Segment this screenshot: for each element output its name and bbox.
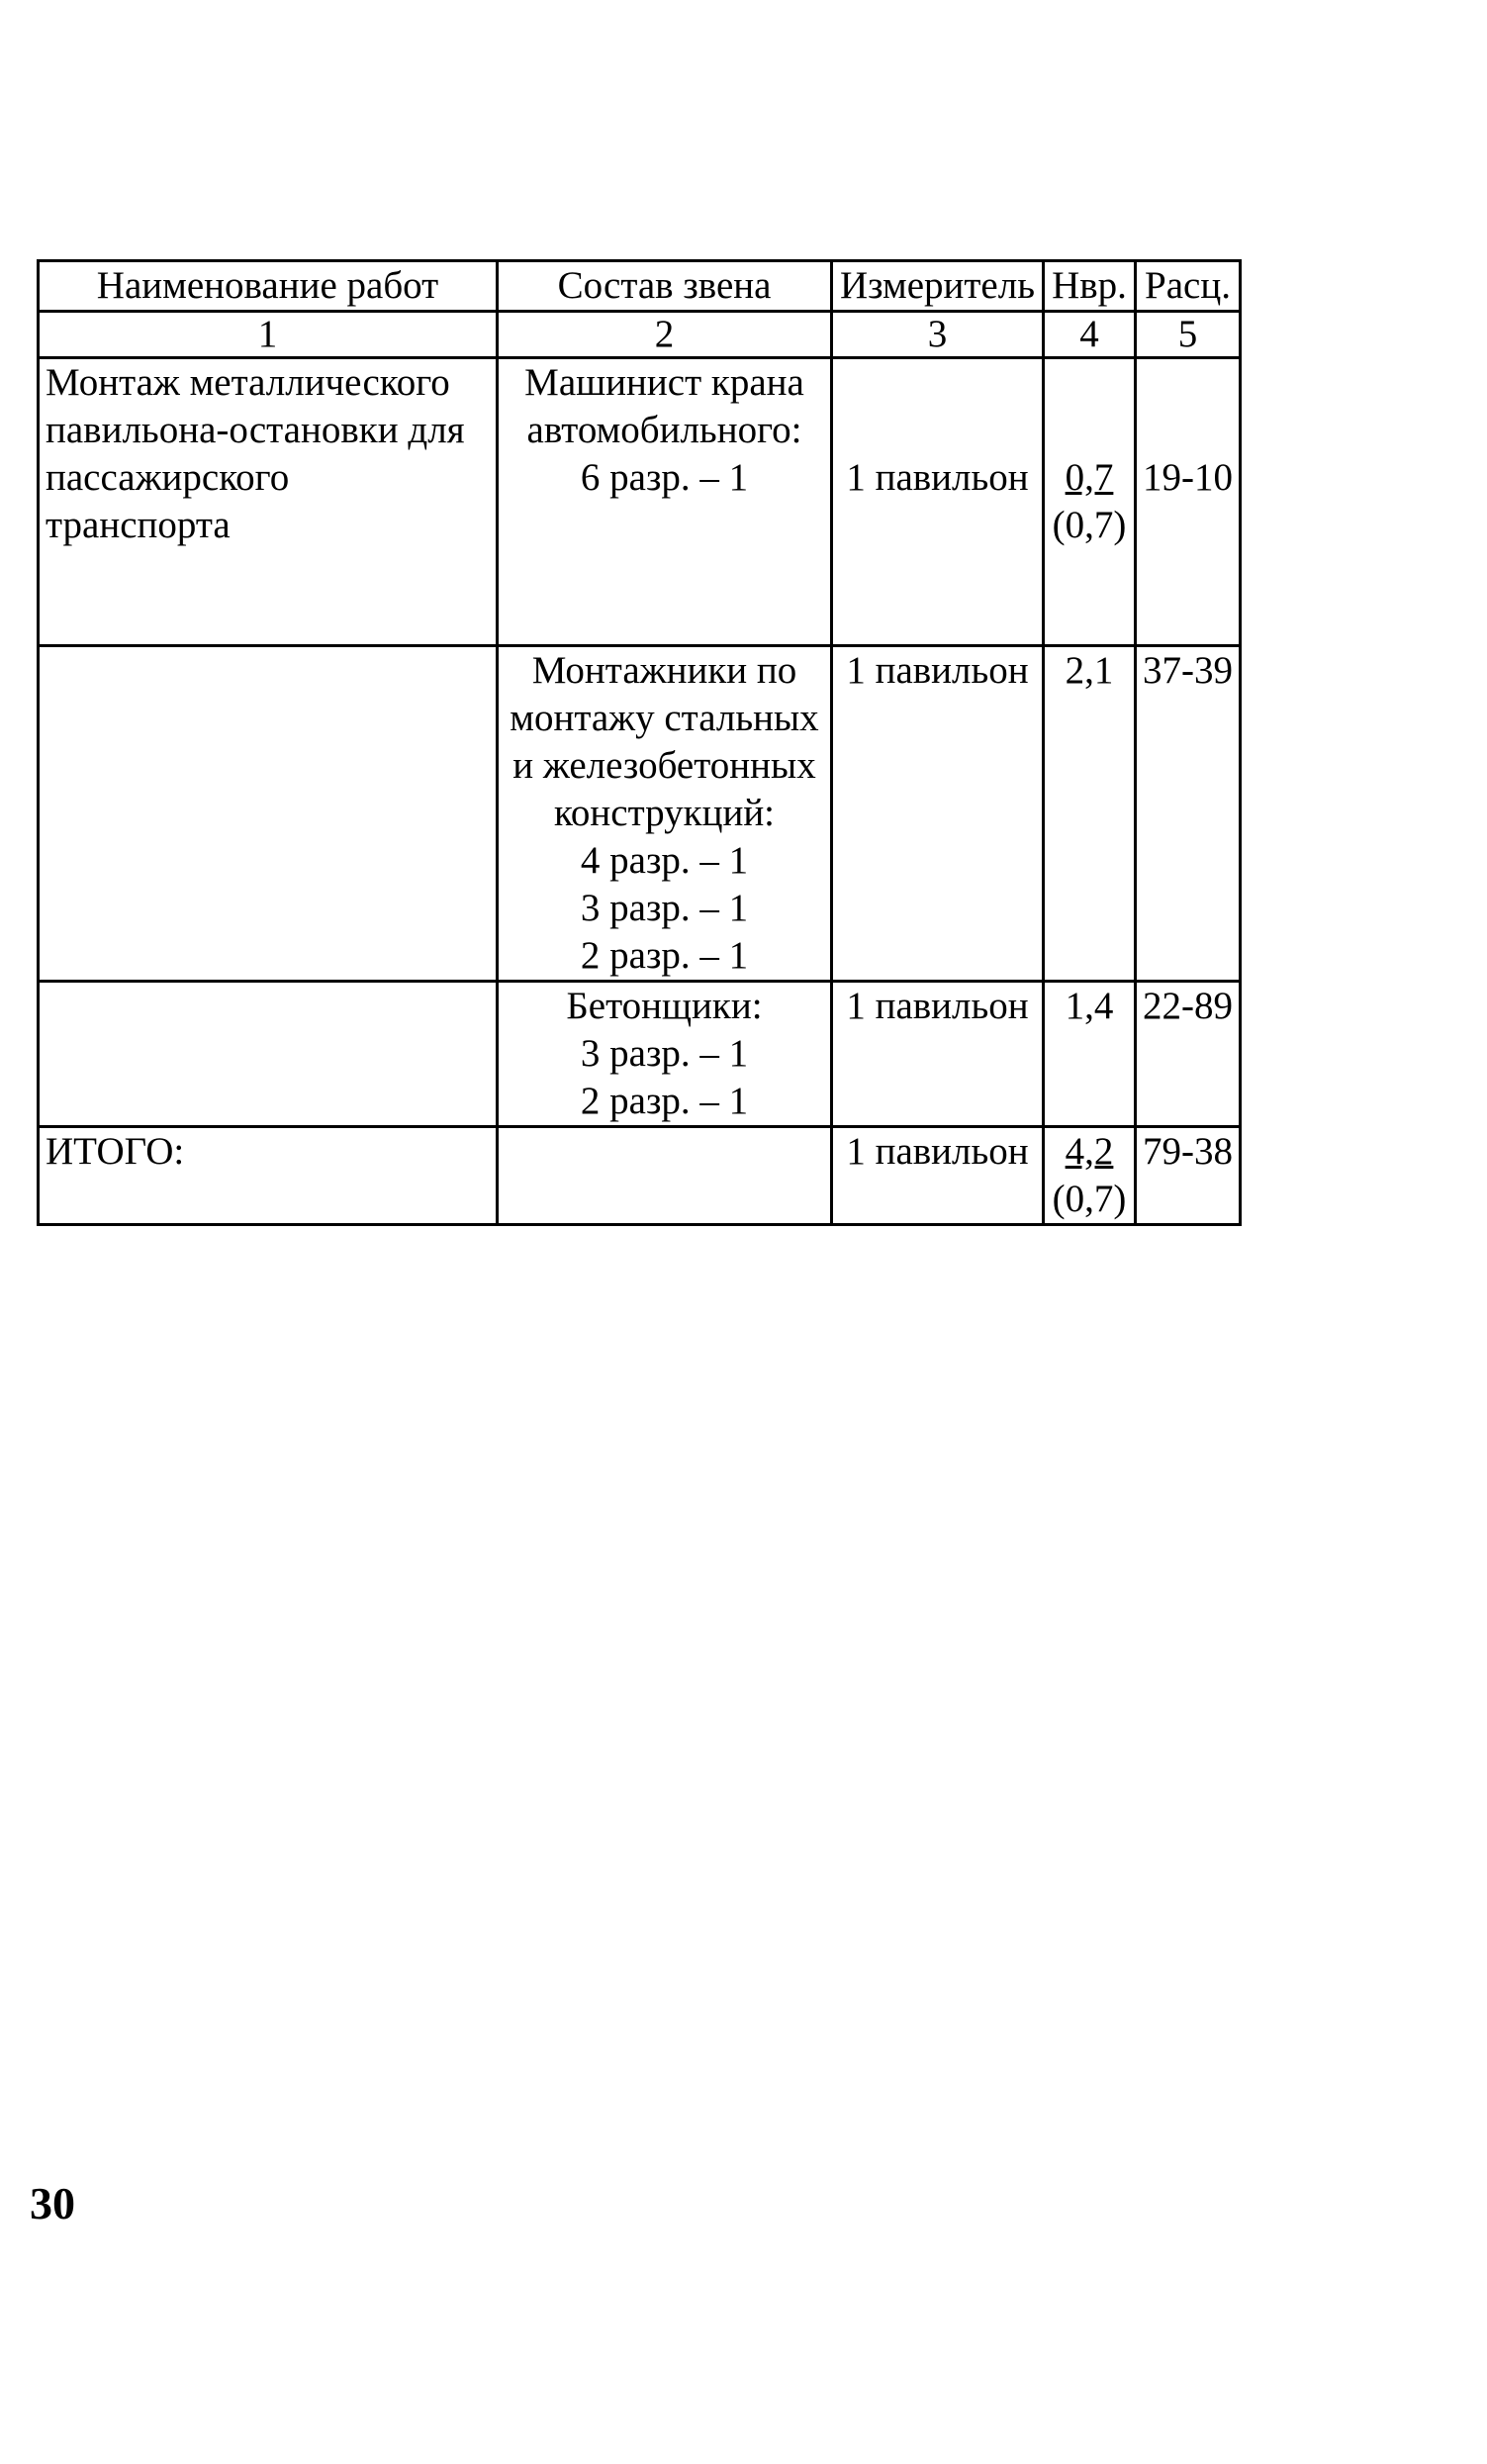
crew-line: Монтажники по (531, 649, 797, 692)
header-unit: Измеритель (832, 261, 1044, 312)
nvr-cell (1044, 1127, 1136, 1225)
norms-table (37, 259, 1242, 1226)
nvr-cell (1044, 358, 1136, 646)
total-row (39, 1127, 1241, 1225)
work-name-line: павильона-остановки для (46, 409, 465, 451)
crew-line: 2 разр. – 1 (580, 1080, 749, 1122)
total-label: ИТОГО: (39, 1127, 498, 1225)
column-number: 5 (1136, 312, 1241, 358)
work-name-cell (39, 646, 498, 982)
work-name-cell (39, 358, 498, 646)
nvr-cell: 2,1 (1044, 646, 1136, 982)
table-header-row (39, 261, 1241, 312)
column-number: 3 (832, 312, 1044, 358)
crew-cell (498, 646, 832, 982)
column-number: 4 (1044, 312, 1136, 358)
crew-line: 4 разр. – 1 (580, 839, 749, 882)
unit-cell: 1 павильон (832, 358, 1044, 646)
nvr-note: (0,7) (1052, 504, 1127, 546)
crew-line: 3 разр. – 1 (580, 887, 749, 929)
nvr-value: 4,2 (1065, 1130, 1114, 1173)
nvr-note: (0,7) (1052, 1178, 1127, 1220)
nvr-cell: 1,4 (1044, 982, 1136, 1127)
table-row (39, 358, 1241, 646)
table-row (39, 646, 1241, 982)
unit-cell: 1 павильон (832, 1127, 1044, 1225)
column-number: 1 (39, 312, 498, 358)
column-number: 2 (498, 312, 832, 358)
column-number-row (39, 312, 1241, 358)
crew-line: конструкций: (553, 792, 776, 834)
crew-line: Бетонщики: (566, 985, 763, 1027)
crew-line: монтажу стальных (510, 697, 819, 739)
header-nvr: Нвр. (1044, 261, 1136, 312)
rate-cell: 37-39 (1136, 646, 1241, 982)
crew-cell (498, 1127, 832, 1225)
rate-cell: 19-10 (1136, 358, 1241, 646)
crew-cell (498, 358, 832, 646)
work-name-line: Монтаж металлического (46, 361, 450, 404)
header-rate: Расц. (1136, 261, 1241, 312)
rate-cell: 22-89 (1136, 982, 1241, 1127)
unit-cell: 1 павильон (832, 982, 1044, 1127)
crew-line: Машинист крана (524, 361, 804, 404)
crew-line: 2 разр. – 1 (580, 934, 749, 977)
crew-cell (498, 982, 832, 1127)
crew-line: автомобильного: (526, 409, 802, 451)
header-work-name: Наименование работ (39, 261, 498, 312)
page-number: 30 (30, 2178, 75, 2228)
work-name-cell (39, 982, 498, 1127)
unit-cell: 1 павильон (832, 646, 1044, 982)
crew-line: 6 разр. – 1 (580, 456, 749, 499)
work-name-line: транспорта (46, 504, 231, 546)
nvr-value: 0,7 (1065, 456, 1114, 499)
table-row (39, 982, 1241, 1127)
rate-cell: 79-38 (1136, 1127, 1241, 1225)
work-name-line: пассажирского (46, 456, 290, 499)
crew-line: и железобетонных (512, 744, 816, 787)
header-crew: Состав звена (498, 261, 832, 312)
crew-line: 3 разр. – 1 (580, 1032, 749, 1075)
